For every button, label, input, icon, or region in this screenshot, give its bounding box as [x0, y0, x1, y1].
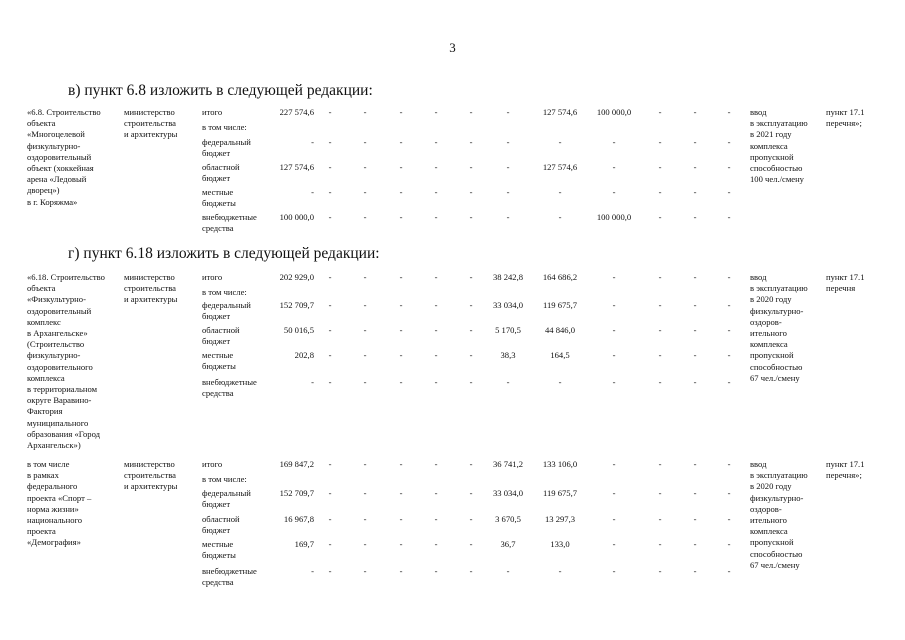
year-value: - [506, 107, 510, 117]
year-value: 127 574,6 [542, 107, 578, 117]
funding-total: - [311, 137, 314, 147]
year-value: 33 034,0 [492, 488, 524, 498]
object-name: «6.18. Строительство объекта «Физкультурно- оздоровительный комплекс в Архангельске» (Строительство физкультурно- оздоровительного комплекса в территориальном округе Варавино- Фактория муниципального образования «Город Архангельск») [27, 272, 105, 451]
year-value: - [363, 325, 367, 335]
reference: пункт 17.1 перечня»; [826, 107, 865, 129]
year-value: - [469, 272, 473, 282]
year-value: - [469, 137, 473, 147]
year-value: 38 242,8 [492, 272, 524, 282]
page-number: 3 [449, 40, 456, 55]
year-value: - [658, 272, 662, 282]
year-value: 119 675,7 [542, 300, 578, 310]
year-value: - [328, 187, 332, 197]
funding-source-label: в том числе: [202, 287, 247, 297]
year-value: - [727, 137, 731, 147]
year-value: - [363, 107, 367, 117]
year-value: - [363, 162, 367, 172]
year-value: - [612, 459, 616, 469]
funding-source-label: местные бюджеты [202, 350, 236, 372]
year-value: - [506, 162, 510, 172]
year-value: - [658, 300, 662, 310]
funding-total: 169,7 [294, 539, 314, 549]
year-value: - [658, 325, 662, 335]
year-value: - [399, 566, 403, 576]
year-value: - [558, 212, 562, 222]
year-value: - [506, 187, 510, 197]
year-value: - [399, 187, 403, 197]
year-value: - [434, 350, 438, 360]
year-value: 3 670,5 [495, 514, 521, 524]
funding-source-label: в том числе: [202, 122, 247, 132]
year-value: - [693, 566, 697, 576]
year-value: - [328, 566, 332, 576]
reference: пункт 17.1 перечня»; [826, 459, 865, 481]
year-value: - [693, 350, 697, 360]
year-value: 133,0 [550, 539, 570, 549]
year-value: - [727, 162, 731, 172]
year-value: - [693, 137, 697, 147]
year-value: - [363, 459, 367, 469]
year-value: - [328, 514, 332, 524]
year-value: - [469, 377, 473, 387]
executor: министерство строительства и архитектуры [124, 107, 178, 140]
year-value: - [727, 350, 731, 360]
year-value: - [727, 539, 731, 549]
year-value: - [727, 325, 731, 335]
year-value: - [399, 488, 403, 498]
funding-total: 152 709,7 [279, 300, 314, 310]
funding-source-label: областной бюджет [202, 162, 240, 184]
year-value: - [434, 212, 438, 222]
year-value: 5 170,5 [495, 325, 521, 335]
year-value: - [693, 377, 697, 387]
year-value: - [558, 137, 562, 147]
funding-source-label: итого [202, 107, 223, 117]
year-value: - [727, 566, 731, 576]
year-value: - [558, 187, 562, 197]
year-value: - [506, 377, 510, 387]
year-value: - [612, 539, 616, 549]
funding-source-label: местные бюджеты [202, 187, 236, 209]
year-value: - [399, 300, 403, 310]
year-value: - [363, 187, 367, 197]
executor: министерство строительства и архитектуры [124, 272, 178, 305]
year-value: - [363, 377, 367, 387]
year-value: - [434, 162, 438, 172]
year-value: - [727, 187, 731, 197]
year-value: - [658, 107, 662, 117]
year-value: - [434, 539, 438, 549]
object-name: в том числе в рамках федерального проекта «Спорт – норма жизни» национального проекта «Демография» [27, 459, 92, 548]
year-value: - [363, 350, 367, 360]
year-value: - [363, 539, 367, 549]
funding-total: - [311, 377, 314, 387]
funding-total: 202,8 [294, 350, 314, 360]
year-value: - [727, 377, 731, 387]
year-value: - [727, 107, 731, 117]
year-value: 100 000,0 [596, 212, 632, 222]
funding-total: 169 847,2 [279, 459, 314, 469]
year-value: - [658, 137, 662, 147]
year-value: - [693, 325, 697, 335]
year-value: - [469, 350, 473, 360]
year-value: 119 675,7 [542, 488, 578, 498]
year-value: 44 846,0 [544, 325, 576, 335]
year-value: 133 106,0 [542, 459, 578, 469]
year-value: - [328, 325, 332, 335]
year-value: - [658, 187, 662, 197]
year-value: - [399, 162, 403, 172]
year-value: 36,7 [500, 539, 516, 549]
funding-source-label: местные бюджеты [202, 539, 236, 561]
year-value: - [693, 107, 697, 117]
expected-result: ввод в эксплуатацию в 2020 году физкультурно- оздоров- ительного комплекса пропускной способностью 67 чел./смену [750, 459, 808, 570]
year-value: - [469, 162, 473, 172]
year-value: - [363, 488, 367, 498]
year-value: - [693, 459, 697, 469]
year-value: - [612, 137, 616, 147]
year-value: - [399, 459, 403, 469]
year-value: - [328, 162, 332, 172]
year-value: - [328, 539, 332, 549]
funding-source-label: областной бюджет [202, 325, 240, 347]
funding-total: 127 574,6 [279, 162, 314, 172]
year-value: - [658, 459, 662, 469]
year-value: - [693, 488, 697, 498]
year-value: - [399, 272, 403, 282]
year-value: - [693, 187, 697, 197]
year-value: - [612, 272, 616, 282]
funding-total: 202 929,0 [279, 272, 314, 282]
year-value: - [469, 488, 473, 498]
year-value: - [469, 325, 473, 335]
funding-source-label: внебюджетные средства [202, 212, 257, 234]
year-value: 164 686,2 [542, 272, 578, 282]
funding-source-label: федеральный бюджет [202, 488, 251, 510]
year-value: - [693, 539, 697, 549]
year-value: - [727, 459, 731, 469]
year-value: - [328, 459, 332, 469]
expected-result: ввод в эксплуатацию в 2020 году физкультурно- оздоров- ительного комплекса пропускной способностью 67 чел./смену [750, 272, 808, 383]
year-value: - [612, 300, 616, 310]
year-value: - [469, 566, 473, 576]
year-value: - [399, 350, 403, 360]
year-value: - [506, 137, 510, 147]
funding-total: - [311, 566, 314, 576]
funding-source-label: в том числе: [202, 474, 247, 484]
year-value: - [399, 325, 403, 335]
year-value: - [328, 137, 332, 147]
year-value: - [727, 300, 731, 310]
year-value: - [612, 514, 616, 524]
year-value: - [469, 187, 473, 197]
year-value: - [434, 107, 438, 117]
funding-source-label: федеральный бюджет [202, 300, 251, 322]
funding-total: - [311, 187, 314, 197]
year-value: - [434, 272, 438, 282]
year-value: - [434, 459, 438, 469]
year-value: - [363, 300, 367, 310]
year-value: - [399, 107, 403, 117]
year-value: - [328, 377, 332, 387]
funding-source-label: внебюджетные средства [202, 377, 257, 399]
year-value: 38,3 [500, 350, 516, 360]
year-value: - [363, 514, 367, 524]
year-value: - [328, 300, 332, 310]
year-value: - [328, 488, 332, 498]
object-name: «6.8. Строительство объекта «Многоцелевой физкультурно- оздоровительный объект (хоккейная арена «Ледовый дворец») в г. Коряжма» [27, 107, 101, 207]
year-value: - [469, 212, 473, 222]
year-value: - [727, 488, 731, 498]
year-value: - [658, 566, 662, 576]
year-value: - [506, 212, 510, 222]
funding-total: 16 967,8 [283, 514, 314, 524]
year-value: - [434, 514, 438, 524]
year-value: - [727, 272, 731, 282]
year-value: - [399, 212, 403, 222]
funding-source-label: внебюджетные средства [202, 566, 257, 588]
year-value: - [658, 350, 662, 360]
year-value: - [363, 272, 367, 282]
year-value: - [658, 539, 662, 549]
year-value: - [693, 514, 697, 524]
funding-source-label: областной бюджет [202, 514, 240, 536]
year-value: - [727, 514, 731, 524]
year-value: - [469, 459, 473, 469]
year-value: - [612, 377, 616, 387]
funding-source-label: итого [202, 272, 223, 282]
year-value: - [434, 566, 438, 576]
year-value: - [399, 137, 403, 147]
year-value: 36 741,2 [492, 459, 524, 469]
year-value: - [469, 300, 473, 310]
year-value: - [469, 107, 473, 117]
expected-result: ввод в эксплуатацию в 2021 году комплекса пропускной способностью 100 чел./смену [750, 107, 808, 185]
year-value: - [658, 488, 662, 498]
year-value: - [328, 272, 332, 282]
year-value: - [658, 212, 662, 222]
year-value: - [434, 187, 438, 197]
year-value: - [328, 212, 332, 222]
funding-total: 152 709,7 [279, 488, 314, 498]
year-value: - [658, 514, 662, 524]
year-value: - [469, 514, 473, 524]
reference: пункт 17.1 перечня [826, 272, 865, 294]
year-value: 164,5 [550, 350, 570, 360]
section-heading-g: г) пункт 6.18 изложить в следующей редакции: [68, 245, 380, 262]
section-heading-v: в) пункт 6.8 изложить в следующей редакции: [68, 82, 373, 99]
executor: министерство строительства и архитектуры [124, 459, 178, 492]
year-value: - [558, 377, 562, 387]
year-value: - [612, 488, 616, 498]
year-value: - [434, 488, 438, 498]
year-value: - [328, 350, 332, 360]
year-value: - [434, 325, 438, 335]
year-value: - [612, 325, 616, 335]
year-value: - [693, 300, 697, 310]
year-value: - [612, 350, 616, 360]
funding-source-label: федеральный бюджет [202, 137, 251, 159]
year-value: - [434, 137, 438, 147]
year-value: - [558, 566, 562, 576]
year-value: - [506, 566, 510, 576]
funding-total: 100 000,0 [279, 212, 314, 222]
year-value: - [727, 212, 731, 222]
year-value: - [612, 162, 616, 172]
funding-total: 227 574,6 [279, 107, 314, 117]
year-value: - [363, 212, 367, 222]
year-value: - [469, 539, 473, 549]
year-value: - [399, 514, 403, 524]
year-value: - [658, 162, 662, 172]
year-value: - [658, 377, 662, 387]
year-value: - [328, 107, 332, 117]
year-value: - [399, 539, 403, 549]
year-value: - [612, 187, 616, 197]
year-value: 100 000,0 [596, 107, 632, 117]
year-value: - [693, 212, 697, 222]
year-value: - [399, 377, 403, 387]
year-value: - [363, 137, 367, 147]
year-value: - [434, 300, 438, 310]
funding-total: 50 016,5 [283, 325, 314, 335]
year-value: - [693, 272, 697, 282]
year-value: - [612, 566, 616, 576]
year-value: - [693, 162, 697, 172]
year-value: 13 297,3 [544, 514, 576, 524]
funding-source-label: итого [202, 459, 223, 469]
year-value: 127 574,6 [542, 162, 578, 172]
year-value: - [363, 566, 367, 576]
year-value: 33 034,0 [492, 300, 524, 310]
year-value: - [434, 377, 438, 387]
